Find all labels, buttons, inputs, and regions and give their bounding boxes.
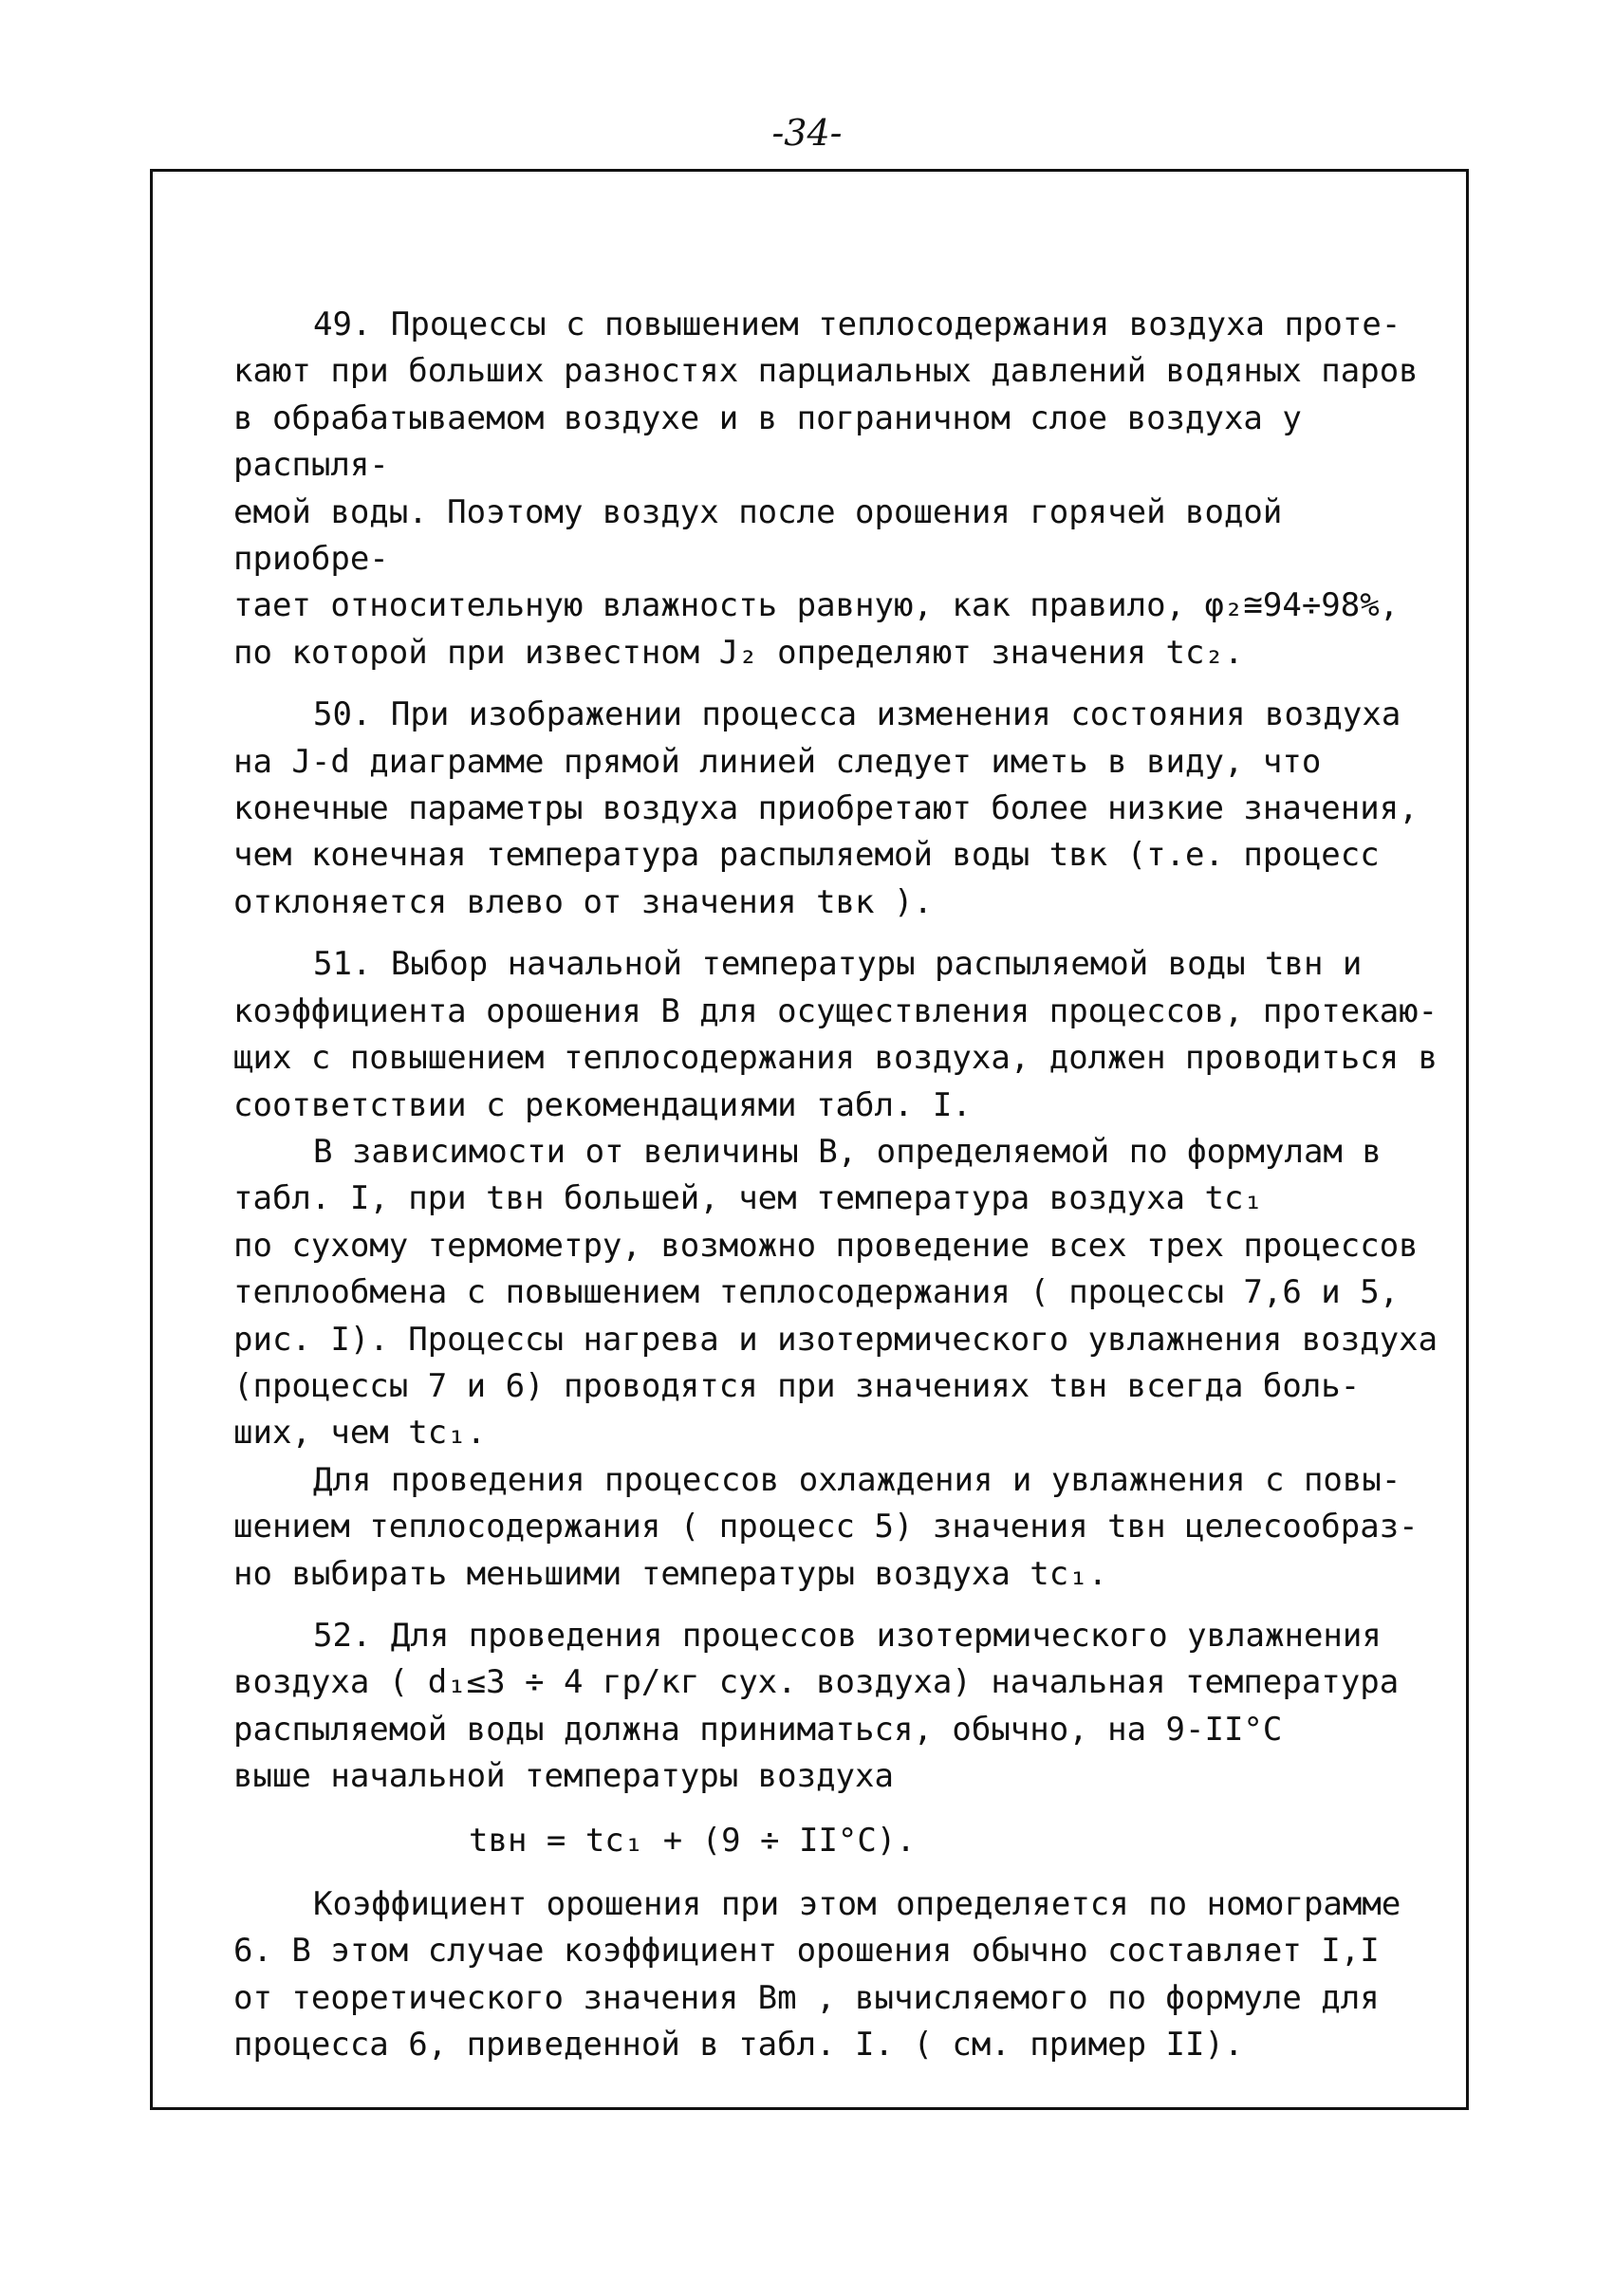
text-line: В зависимости от величины В, определяемой по формулам в — [313, 1132, 1382, 1171]
text-line: ших, чем tc₁. — [233, 1414, 487, 1453]
text-line: выше начальной температуры воздуха — [233, 1757, 894, 1796]
text-line: тает относительную влажность равную, как правило, φ₂≅94÷98%, — [233, 586, 1400, 625]
text-line: Коэффициент орошения при этом определяется по номограмме — [313, 1885, 1401, 1923]
text-line: рис. I). Процессы нагрева и изотермического увлажнения воздуха — [233, 1320, 1438, 1359]
text-line: 6. В этом случае коэффициент орошения обычно составляет I,I — [233, 1932, 1380, 1971]
text-line: чем конечная температура распыляемой воды tвк (т.е. процесс — [233, 836, 1380, 875]
text-line: кают при больших разностях парциальных давлений водяных паров — [233, 352, 1419, 391]
paragraph-51 — [233, 941, 1440, 1129]
text-line: шением теплосодержания ( процесс 5) значения tвн целесообраз- — [233, 1508, 1419, 1546]
text-line: по которой при известном J₂ определяют значения tc₂. — [233, 633, 1244, 672]
text-line: но выбирать меньшими температуры воздуха tc₁. — [233, 1554, 1108, 1593]
text-line: емой воды. Поэтому воздух после орошения горячей водой приобре- — [233, 492, 1283, 579]
text-line: 51. Выбор начальной температуры распыляемой воды tвн и — [313, 945, 1363, 984]
text-line: 50. При изображении процесса изменения состояния воздуха — [313, 695, 1401, 734]
formula-water-temperature: tвн = tc₁ + (9 ÷ II°С). — [469, 1821, 916, 1860]
text-line: на J-d диаграмме прямой линией следует иметь в виду, что — [233, 742, 1322, 781]
text-line: коэффициента орошения В для осуществления процессов, протекаю- — [233, 991, 1438, 1030]
text-line: соответствии с рекомендациями табл. I. — [233, 1085, 972, 1124]
paragraph-50 — [233, 692, 1440, 926]
text-line: распыляемой воды должна приниматься, обычно, на 9-II°С — [233, 1710, 1283, 1749]
paragraph-51-continued — [233, 1129, 1440, 1457]
text-line: табл. I, при tвн большей, чем температура воздуха tc₁ — [233, 1179, 1263, 1218]
paragraph-51-cooling — [233, 1457, 1440, 1598]
text-line: по сухому термометру, возможно проведение всех трех процессов — [233, 1226, 1419, 1265]
page-number: -34- — [771, 112, 843, 154]
text-line: теплообмена с повышением теплосодержания ( процессы 7,6 и 5, — [233, 1273, 1400, 1312]
text-line: от теоретического значения Bm , вычисляемого по формуле для — [233, 1978, 1380, 2017]
paragraph-49 — [233, 302, 1440, 676]
text-line: Для проведения процессов охлаждения и увлажнения с повы- — [313, 1460, 1401, 1499]
text-line: конечные параметры воздуха приобретают более низкие значения, — [233, 789, 1419, 828]
text-line: (процессы 7 и 6) проводятся при значениях tвн всегда боль- — [233, 1366, 1361, 1405]
paragraph-52 — [233, 1613, 1440, 1801]
text-line: отклоняется влево от значения tвк ). — [233, 882, 933, 921]
text-line: воздуха ( d₁≤3 ÷ 4 гр/кг сух. воздуха) начальная температура — [233, 1663, 1400, 1702]
text-line: в обрабатываемом воздухе и в пограничном слое воздуха у распыля- — [233, 398, 1302, 485]
text-line: процесса 6, приведенной в табл. I. ( см. пример II). — [233, 2026, 1244, 2065]
document-body — [233, 302, 1440, 2069]
text-line: щих с повышением теплосодержания воздуха, должен проводиться в — [233, 1039, 1438, 1078]
text-line: 49. Процессы с повышением теплосодержания воздуха проте- — [313, 306, 1401, 343]
paragraph-52-coefficient — [233, 1881, 1440, 2069]
text-line: 52. Для проведения процессов изотермического увлажнения — [313, 1616, 1382, 1655]
